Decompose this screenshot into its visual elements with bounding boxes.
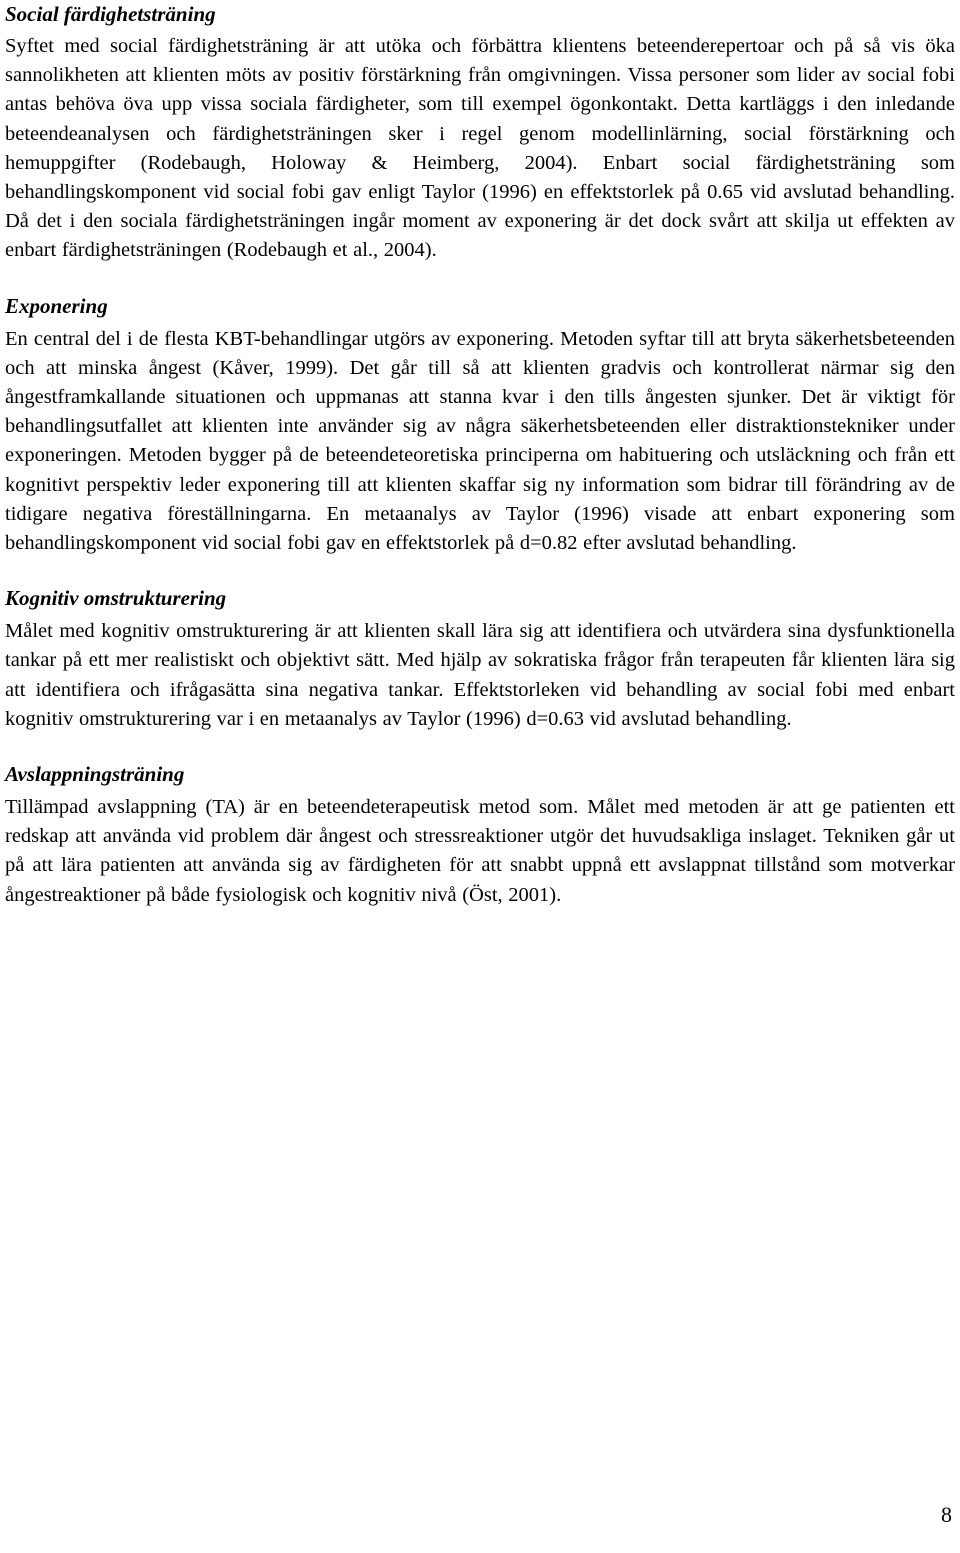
section-heading: Avslappningsträning xyxy=(5,762,185,787)
section-exposure xyxy=(5,292,955,559)
document-page xyxy=(5,0,955,910)
section-heading: Exponering xyxy=(5,293,108,318)
section-relaxation-training xyxy=(5,760,955,910)
section-paragraph: Tillämpad avslappning (TA) är en beteendeterapeutisk metod som. Målet med metoden är att ge patienten ett redskap att använda vid problem där ångest och stressreaktioner utgör det huvudsakliga inslaget. Tekniken går ut på att lära patienten att använda sig av färdigheten för att snabbt uppnå ett avslappnat tillstånd som motverkar ångestreaktioner på både fysiologisk och kognitiv nivå (Öst, 2001). xyxy=(5,796,955,906)
page-number: 8 xyxy=(941,1502,952,1527)
section-spacer xyxy=(5,734,955,760)
section-cognitive-restructuring xyxy=(5,584,955,734)
section-social-skills-training xyxy=(5,0,955,266)
section-spacer xyxy=(5,266,955,292)
section-paragraph: Målet med kognitiv omstrukturering är att klienten skall lära sig att identifiera och utvärdera sina dysfunktionella tankar på ett mer realistiskt och objektivt sätt. Med hjälp av sokratiska frågor från terapeuten får klienten lära sig att identifiera och ifrågasätta sina negativa tankar. Effektstorleken vid behandling av social fobi med enbart kognitiv omstrukturering var i en metaanalys av Taylor (1996) d=0.63 vid avslutad behandling. xyxy=(5,620,955,730)
section-heading: Kognitiv omstrukturering xyxy=(5,586,227,611)
section-paragraph: En central del i de flesta KBT-behandlingar utgörs av exponering. Metoden syftar till att bryta säkerhetsbeteenden och att minska ångest (Kåver, 1999). Det går till så att klienten gradvis och kontrollerat närmar sig den ångestframkallande situationen och uppmanas att stanna kvar i den tills ångesten sjunker. Det är viktigt för behandlingsutfallet att klienten inte använder sig av några säkerhetsbeteenden eller distraktionstekniker under exponeringen. Metoden bygger på de beteendeteoretiska principerna om habituering och utsläckning och från ett kognitivt perspektiv leder exponering till att klienten skaffar sig ny information som bidrar till förändring av de tidigare negativa föreställningarna. En metaanalys av Taylor (1996) visade att enbart exponering som behandlingskomponent vid social fobi gav en effektstorlek på d=0.82 efter avslutad behandling. xyxy=(5,327,955,555)
section-paragraph: Syftet med social färdighetsträning är att utöka och förbättra klientens beteenderepertoar och på så vis öka sannolikheten att klienten möts av positiv förstärkning från omgivningen. Vissa personer som lider av social fobi antas behöva öva upp vissa sociala färdigheter, som till exempel ögonkontakt. Detta kartläggs i den inledande beteendeanalysen och färdighetsträningen sker i regel genom modellinlärning, social förstärkning och hemuppgifter (Rodebaugh, Holoway & Heimberg, 2004). Enbart social färdighetsträning som behandlingskomponent vid social fobi gav enligt Taylor (1996) en effektstorlek på 0.65 vid avslutad behandling. Då det i den sociala färdighetsträningen ingår moment av exponering är det dock svårt att skilja ut effekten av enbart färdighetsträningen (Rodebaugh et al., 2004). xyxy=(5,35,955,262)
section-spacer xyxy=(5,558,955,584)
section-heading: Social färdighetsträning xyxy=(5,2,216,26)
